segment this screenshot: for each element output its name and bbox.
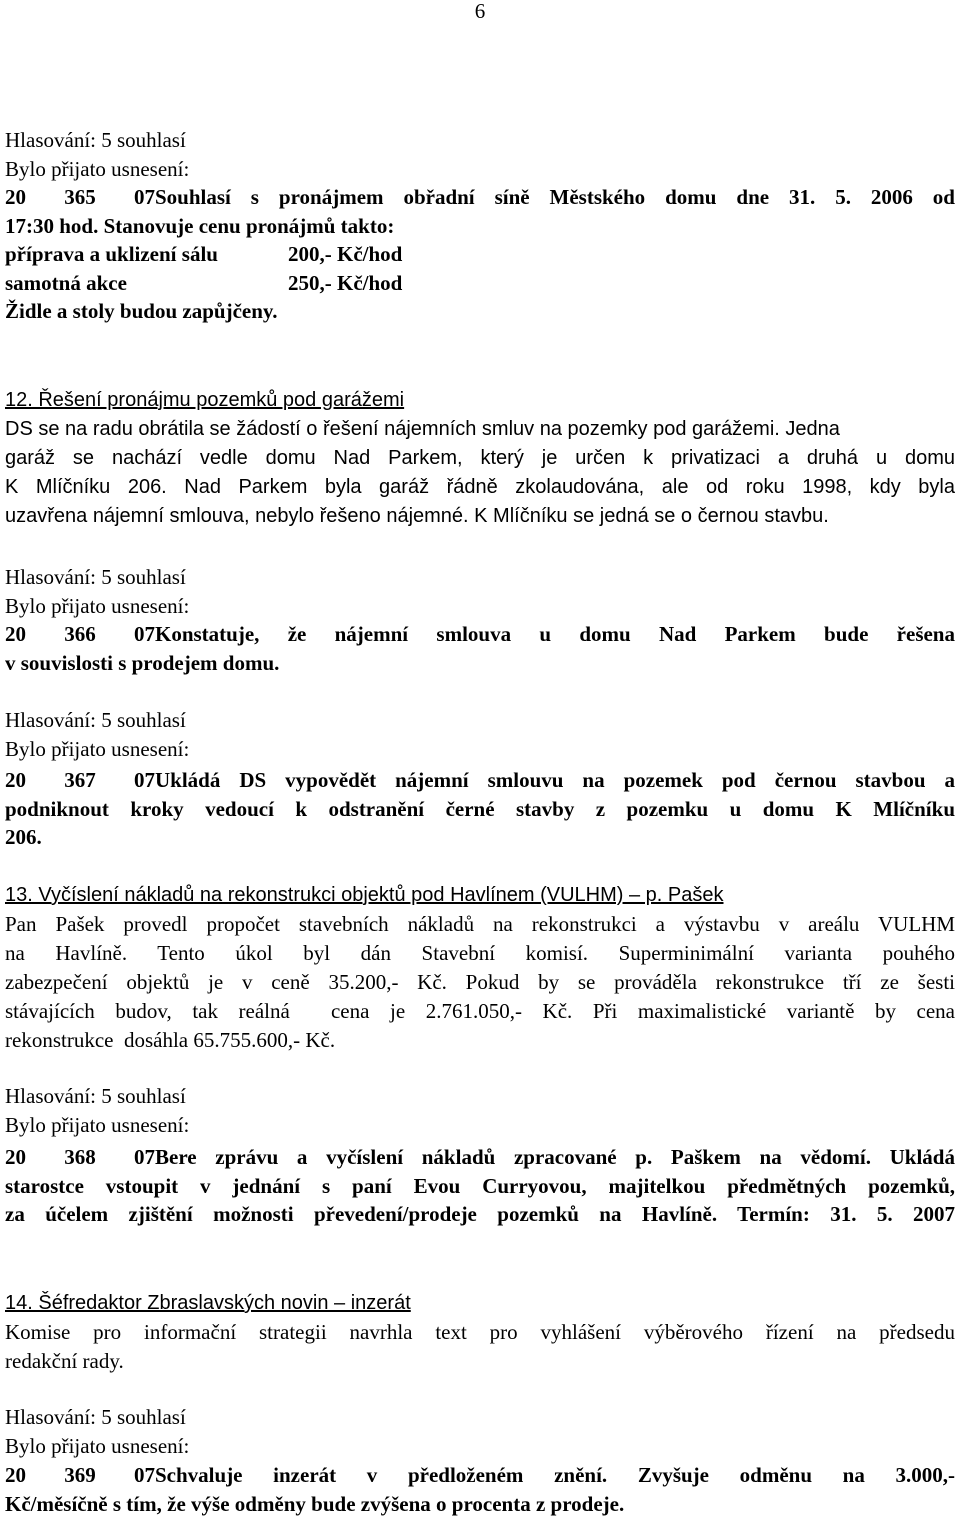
accepted-label: Bylo přijato usnesení:	[5, 1433, 190, 1458]
section-heading: 12. Řešení pronájmu pozemků pod garážemi	[5, 389, 405, 411]
vote-result: Hlasování: 5 souhlasí	[5, 128, 186, 152]
resolution-369-text	[5, 1461, 955, 1518]
paragraph-line: garáž se nachází vedle domu Nad Parkem, který je určen k privatizaci a druhá u domu	[5, 447, 955, 469]
resolution-text: Konstatuje, že nájemní smlouva u domu Nad Parkem bude řešena	[155, 622, 955, 646]
resolution-block-367	[5, 706, 955, 763]
resolution-text: Ukládá DS vypovědět nájemní smlouvu na pozemek pod černou stavbou a	[155, 768, 955, 792]
resolution-line: 17:30 hod. Stanovuje cenu pronájmů takto:	[5, 213, 395, 238]
paragraph-line: stávajících budov, tak reálná cena je 2.761.050,- Kč. Při maximalistické variantě by cena	[5, 999, 955, 1023]
resolution-line	[5, 1461, 955, 1490]
paragraph-line: redakční rady.	[5, 1349, 124, 1373]
paragraph-line: na Havlíně. Tento úkol byl dán Stavební komisí. Superminimální varianta pouhého	[5, 941, 955, 965]
resolution-block-366	[5, 563, 955, 620]
resolution-line: starostce vstoupit v jednání s paní Evou Curryovou, majitelkou předmětných pozemků,	[5, 1173, 955, 1198]
resolution-text: Souhlasí s pronájmem obřadní síně Městského domu dne 31. 5. 2006 od	[155, 185, 955, 209]
section-12	[5, 386, 955, 531]
resolution-number: 20 366 07	[5, 622, 155, 646]
page-number: 6	[474, 0, 486, 23]
resolution-number: 20 368 07	[5, 1145, 155, 1169]
vote-result: Hlasování: 5 souhlasí	[5, 708, 186, 732]
section-13-paragraph	[5, 910, 955, 1055]
resolution-text: Bere zprávu a vyčíslení nákladů zpracované p. Paškem na vědomí. Ukládá	[155, 1145, 955, 1169]
price-value: 250,- Kč/hod	[288, 270, 403, 295]
resolution-line	[5, 620, 955, 649]
resolution-text: Schvaluje inzerát v předloženém znění. Zvyšuje odměnu na 3.000,-	[155, 1463, 955, 1487]
resolution-number: 20 369 07	[5, 1463, 155, 1487]
paragraph-line: K Mlíčníku 206. Nad Parkem byla garáž řádně zkolaudována, ale od roku 1998, kdy byla	[5, 476, 955, 498]
vote-result: Hlasování: 5 souhlasí	[5, 1084, 186, 1108]
paragraph-line: DS se na radu obrátila se žádostí o řešení nájemních smluv na pozemky pod garážemi. Jedna	[5, 418, 840, 440]
accepted-label: Bylo přijato usnesení:	[5, 593, 190, 618]
resolution-line: za účelem zjištění možnosti převedení/prodeje pozemků na Havlíně. Termín: 31. 5. 2007	[5, 1202, 955, 1226]
price-value: 200,- Kč/hod	[288, 242, 403, 266]
resolution-line	[5, 1143, 955, 1172]
resolution-line: podniknout kroky vedoucí k odstranění černé stavby z pozemku u domu K Mlíčníku	[5, 796, 955, 821]
resolution-line: v souvislosti s prodejem domu.	[5, 650, 280, 675]
section-13	[5, 881, 955, 910]
accepted-label: Bylo přijato usnesení:	[5, 736, 190, 761]
vote-result: Hlasování: 5 souhlasí	[5, 1405, 186, 1429]
accepted-label: Bylo přijato usnesení:	[5, 156, 190, 181]
accepted-label: Bylo přijato usnesení:	[5, 1112, 190, 1137]
price-row	[5, 269, 955, 298]
resolution-line	[5, 183, 955, 212]
resolution-366-text	[5, 620, 955, 677]
resolution-block-368	[5, 1082, 955, 1139]
section-heading: 13. Vyčíslení nákladů na rekonstrukci objektů pod Havlínem (VULHM) – p. Pašek	[5, 884, 724, 906]
resolution-number: 20 365 07	[5, 185, 155, 209]
paragraph-line: Komise pro informační strategii navrhla text pro vyhlášení výběrového řízení na předsedu	[5, 1320, 955, 1344]
section-14-paragraph	[5, 1318, 955, 1376]
paragraph-line: uzavřena nájemní smlouva, nebylo řešeno nájemné. K Mlíčníku se jedná se o černou stavbu.	[5, 505, 829, 527]
vote-result: Hlasování: 5 souhlasí	[5, 565, 186, 589]
resolution-line: Židle a stoly budou zapůjčeny.	[5, 299, 278, 323]
resolution-number: 20 367 07	[5, 768, 155, 792]
resolution-line	[5, 766, 955, 795]
section-heading: 14. Šéfredaktor Zbraslavských novin – inzerát	[5, 1292, 411, 1314]
resolution-block-365	[5, 126, 955, 326]
paragraph-line: Pan Pašek provedl propočet stavebních nákladů na rekonstrukci a výstavbu v areálu VULHM	[5, 912, 955, 936]
resolution-368-text	[5, 1143, 955, 1229]
resolution-line: Kč/měsíčně s tím, že výše odměny bude zvýšena o procenta z prodeje.	[5, 1491, 625, 1516]
price-row	[5, 240, 955, 269]
paragraph-line: zabezpečení objektů je v ceně 35.200,- Kč. Pokud by se prováděla rekonstrukce tří ze šesti	[5, 970, 955, 994]
section-14	[5, 1289, 955, 1318]
paragraph-line: rekonstrukce dosáhla 65.755.600,- Kč.	[5, 1028, 336, 1052]
resolution-line: 206.	[5, 825, 42, 849]
resolution-367-text	[5, 766, 955, 852]
price-label: příprava a uklizení sálu	[5, 242, 218, 266]
price-label: samotná akce	[5, 270, 127, 295]
resolution-block-369	[5, 1403, 955, 1460]
